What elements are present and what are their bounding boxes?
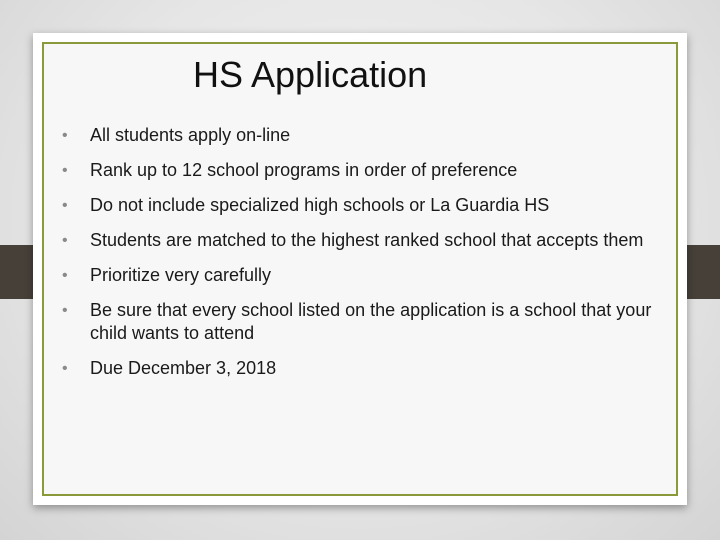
bullet-text: Be sure that every school listed on the application is a school that your child wants to attend (90, 300, 652, 343)
bullet-icon: • (62, 162, 68, 179)
bullet-icon: • (62, 127, 68, 144)
bullet-text: Rank up to 12 school programs in order of preference (90, 160, 518, 180)
bullet-item (62, 194, 662, 217)
bullet-item (62, 357, 662, 380)
bullet-icon: • (62, 267, 68, 284)
bullet-item (62, 229, 662, 252)
bullet-item (62, 299, 662, 345)
bullet-list (62, 124, 662, 392)
bullet-item (62, 264, 662, 287)
bullet-text: Due December 3, 2018 (90, 358, 277, 378)
bullet-icon: • (62, 360, 68, 377)
bullet-text: Do not include specialized high schools or La Guardia HS (90, 195, 550, 215)
slide-title: HS Application (193, 54, 428, 95)
bullet-item (62, 124, 662, 147)
bullet-text: Students are matched to the highest ranked school that accepts them (90, 230, 644, 250)
bullet-icon: • (62, 302, 68, 319)
bullet-icon: • (62, 232, 68, 249)
bullet-icon: • (62, 197, 68, 214)
bullet-item (62, 159, 662, 182)
bullet-text: Prioritize very carefully (90, 265, 272, 285)
bullet-text: All students apply on-line (90, 125, 291, 145)
